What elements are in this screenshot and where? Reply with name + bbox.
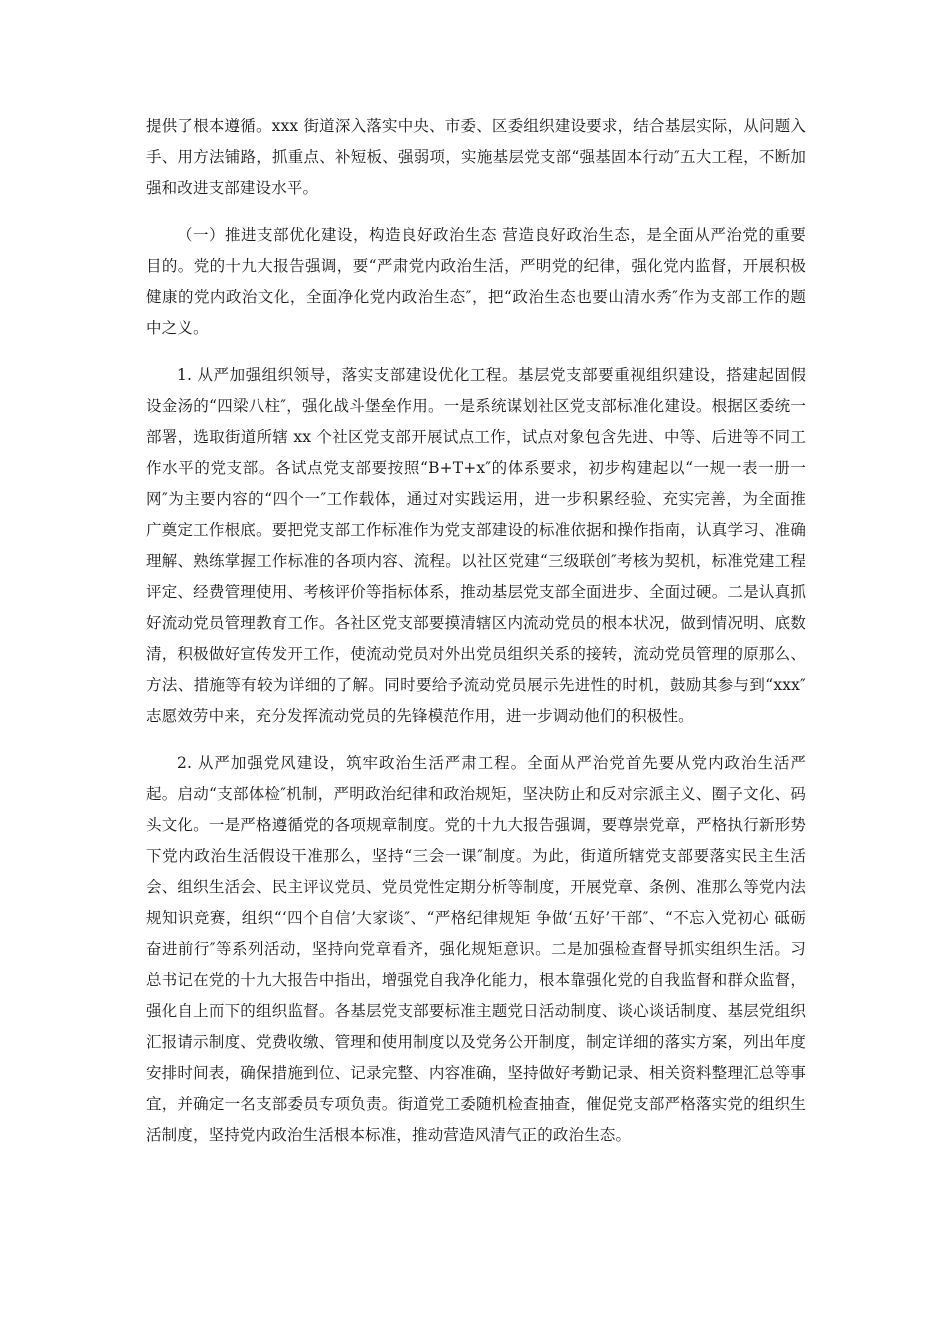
document-body [146, 111, 806, 1151]
paragraph-item-one: 1. 从严加强组织领导，落实支部建设优化工程。基层党支部要重视组织建设，搭建起固假设金汤的“四梁八柱″，强化战斗堡垒作用。一是系统谋划社区党支部标准化建设。根据区委统一部署，选取街道所辖 xx 个社区党支部开展试点工作，试点对象包含先进、中等、后进等不同工作水平的党支部。各试点党支部要按照“B+T+x″的体系要求，初步构建起以“一规一表一册一网″为主要内容的“四个一″工作载体，通过对实践运用，进一步积累经验、充实完善，为全面推广奠定工作根底。要把党支部工作标准作为党支部建设的标准依据和操作指南，认真学习、准确理解、熟练掌握工作标准的各项内容、流程。以社区党建“三级联创″考核为契机，标准党建工程评定、经费管理使用、考核评价等指标体系，推动基层党支部全面进步、全面过硬。二是认真抓好流动党员管理教育工作。各社区党支部要摸清辖区内流动党员的根本状况，做到情况明、底数清，积极做好宣传发开工作，使流动党员对外出党员组织关系的接转，流动党员管理的原那么、方法、措施等有较为详细的了解。同时要给予流动党员展示先进性的时机，鼓励其参与到“xxx″志愿效劳中来，充分发挥流动党员的先锋模范作用，进一步调动他们的积极性。 [146, 366, 806, 725]
paragraph-intro-continuation: 提供了根本遵循。xxx 街道深入落实中央、市委、区委组织建设要求，结合基层实际，从问题入手、用方法铺路，抓重点、补短板、强弱项，实施基层党支部“强基固本行动″五大工程，不断加强和改进支部建设水平。 [146, 117, 806, 197]
paragraph-item-two: 2. 从严加强党风建设，筑牢政治生活严肃工程。全面从严治党首先要从党内政治生活严起。启动“支部体检″机制，严明政治纪律和政治规矩，坚决防止和反对宗派主义、圈子文化、码头文化。一是严格遵循党的各项规章制度。党的十九大报告强调，要尊崇党章，严格执行新形势下党内政治生活假设干准那么，坚持“三会一课″制度。为此，街道所辖党支部要落实民主生活会、组织生活会、民主评议党员、党员党性定期分析等制度，开展党章、条例、准那么等党内法规知识竞赛，组织“‘四个自信’大家谈″、“严格纪律规矩 争做‘五好’干部″、“不忘入党初心 砥砺奋进前行″等系列活动，坚持向党章看齐，强化规矩意识。二是加强检查督导抓实组织生活。习总书记在党的十九大报告中指出，增强党自我净化能力，根本靠强化党的自我监督和群众监督，强化自上而下的组织监督。各基层党支部要标准主题党日活动制度、谈心谈话制度、基层党组织汇报请示制度、党费收缴、管理和使用制度以及党务公开制度，制定详细的落实方案，列出年度安排时间表，确保措施到位、记录完整、内容准确，坚持做好考勤记录、相关资料整理汇总等事宜，并确定一名支部委员专项负责。街道党工委随机检查抽查，催促党支部严格落实党的组织生活制度，坚持党内政治生活根本标准，推动营造风清气正的政治生态。 [146, 754, 806, 1144]
paragraph-section-one-heading: （一）推进支部优化建设，构造良好政治生态 营造良好政治生态，是全面从严治党的重要目的。党的十九大报告强调，要“严肃党内政治生活，严明党的纪律，强化党内监督，开展积极健康的党内政治文化，全面净化党内政治生态″，把“政治生态也要山清水秀″作为支部工作的题中之义。 [146, 226, 806, 337]
